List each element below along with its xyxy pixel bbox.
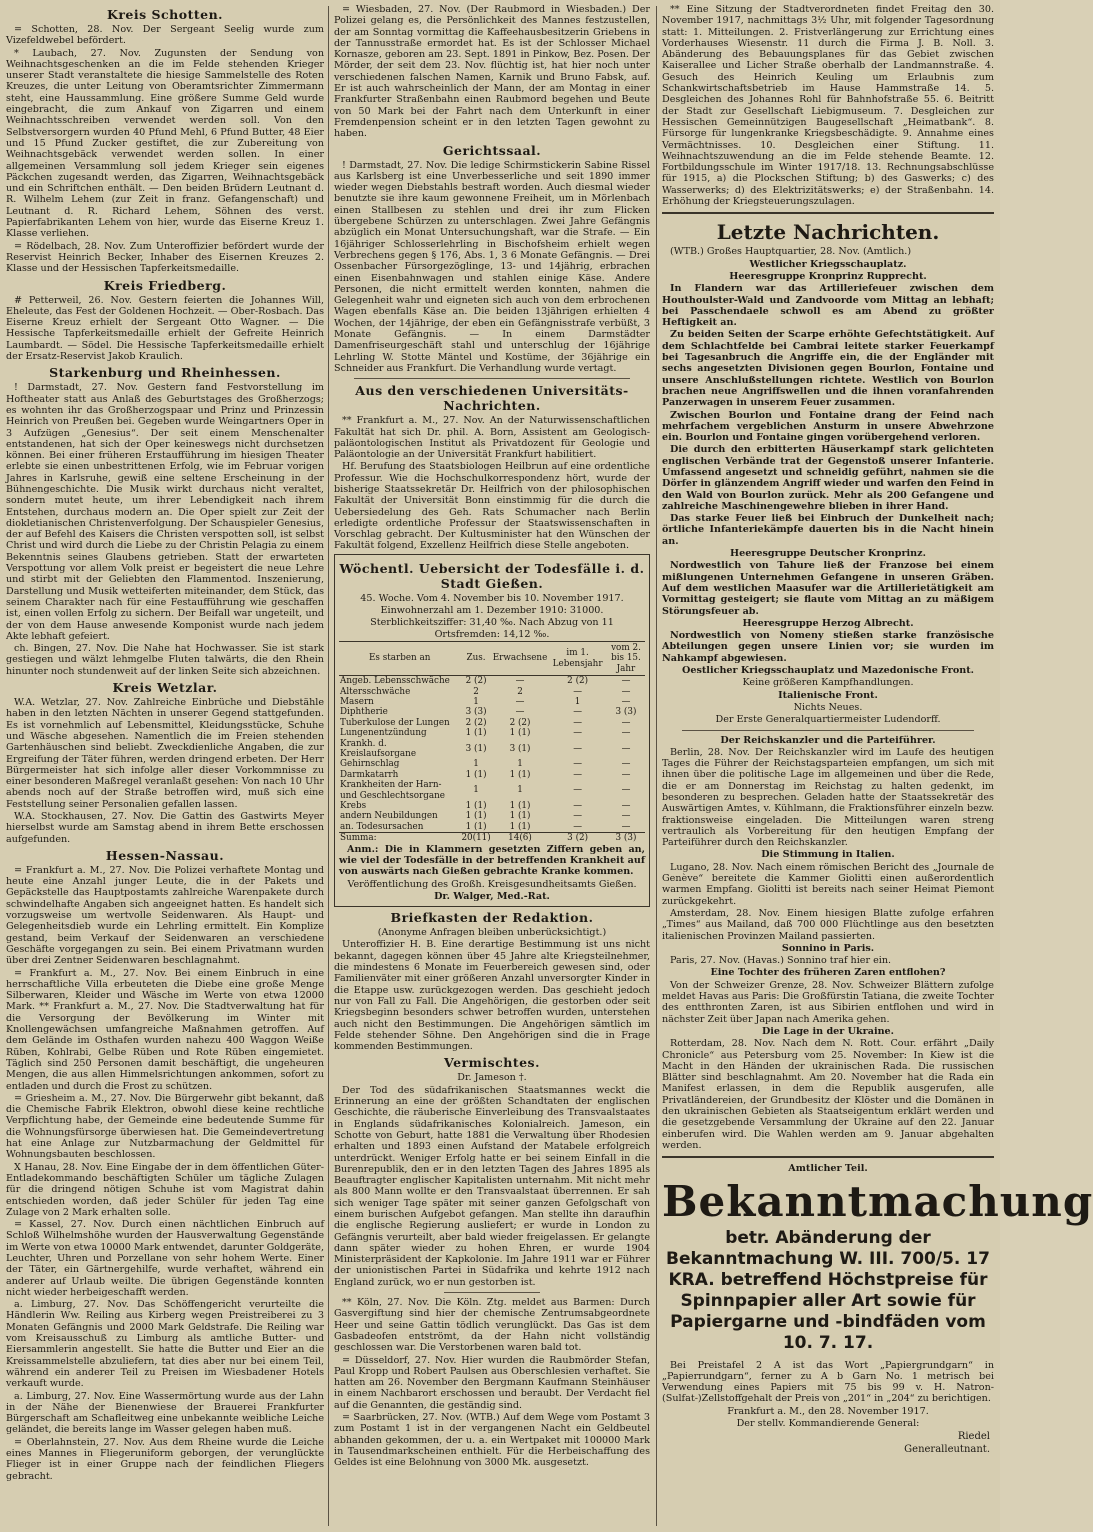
table-cell: —	[573, 769, 582, 780]
table-row	[339, 801, 645, 811]
mortality-table	[339, 641, 645, 844]
table-cell: 1 (1)	[509, 811, 531, 822]
table-row	[339, 780, 645, 801]
table-cell: andern Neubildungen	[340, 811, 438, 822]
table-row	[339, 728, 645, 738]
table-cell: —	[573, 759, 582, 770]
article-paragraph: ** Eine Sitzung der Stadtverordneten findet Freitag den 30. November 1917, nachmittags 3½ Uhr, mit folgender Tagesordnung statt: 1. Mitteilungen. 2. Fristverlängerung zur Errichtung eines Vorderhauses Wiesenstr. 11 durch die Firma J. B. Noll. 3. Abänderung des Bebauungsplanes für das Gebiet zwischen Kaiserallee und Licher Straße oberhalb der Landmannstraße. 4. Gesuch des Heinrich Keuling um Erlaubnis zum Schankwirtschaftsbetrieb im Hause Hammstraße 14. 5. Desgleichen des Johannes Rohl für Bahnhofstraße 55. 6. Beitritt der Stadt zur Gesellschaft Liebigmuseum. 7. Desgleichen zur Hessischen Gemeinnützigen Baugesellschaft „Heimatbank“. 8. Fürsorge für lungenkranke Kriegsbeschädigte. 9. Annahme eines Vermächtnisses. 10. Desgleichen einer Stiftung. 11. Weihnachtszuwendung an die im Felde stehende Beamte. 12. Fortbildungsschule im Winter 1917/18. 13. Rechnungsabschlüsse für 1915, a) die Plockschen Stiftung; b) des Gaswerks; c) des Wasserwerks; d) des Elektrizitätswerks; e) der Straßenbahn. 14. Erhöhung der Kriegsteuerungszulagen.	[662, 4, 994, 208]
article-paragraph: = Frankfurt a. M., 27. Nov. Die Polizei verhaftete Montag und heute eine Anzahl junger Leute, die in der Pakets und Gepäckstelle das Hauptpostamts zahlreiche Warenpakete durch schwindelhafte Angaben sich angeeignet hatten. Es handelt sich vorzugsweise um wertvolle Seidenwaren. Als Haupt- und Gelegenheitsdieb wurde ein Lehrling ermittelt. Ein Komplize gestand, beim Verkauf der Seidenwaren an verschiedene Geschäfte vorgegangen zu sein. Bei einem Privatmann wurden über drei Zentner Seidenwaren beschlagnahmt.	[6, 864, 324, 967]
article-paragraph: Bei Preistafel 2 A ist das Wort „Papiergrundgarn“ in „Papierrundgarn“, ferner zu A b Garn No. 1 metrisch bei Verwendung eines Papiers mit 75 bis 99 v. H. Natron-(Sulfat-)Zellstoffgehalt der Preis von „201“ in „204“ zu berichtigen.	[662, 1359, 994, 1405]
table-cell: 1 (1)	[509, 728, 531, 739]
table-cell: 1	[473, 759, 479, 770]
column-rule	[656, 6, 657, 1526]
subheading: Italienische Front.	[778, 689, 878, 701]
table-cell: —	[573, 717, 582, 728]
bulletin-paragraph: Nordwestlich von Nomeny stießen starke französische Abteilungen gegen unsere Linien vor; sie wurden im Nahkampf abgewiesen.	[662, 630, 994, 664]
table-cell: —	[621, 821, 631, 832]
bulletin-paragraph: Zwischen Bourlon und Fontaine drang der Feind nach mehrfachem vergeblichen Ansturm in unsere Abwehrzone ein. Bourlon und Fontaine gingen vorübergehend verloren.	[662, 409, 994, 444]
section-heading: Briefkasten der Redaktion.	[390, 910, 594, 926]
table-cell: 1 (1)	[465, 801, 487, 812]
signature: Riedel	[957, 1431, 990, 1443]
section-heading: Vermischtes.	[444, 1055, 540, 1071]
section-heading: Starkenburg und Rheinhessen.	[49, 365, 281, 381]
section-heading: Kreis Friedberg.	[103, 277, 227, 293]
column-rule	[328, 6, 329, 1526]
article-paragraph: Der Tod des südafrikanischen Staatsmannes weckt die Erinnerung an eine der größten Schandtaten der englischen Geschichte, die räuberische Einverleibung des Transvaalstaates in Englands südafrikanisches Kolonialreich. Jameson, ein Schotte von Geburt, hatte 1881 die Verwaltung über Rhodesien erhalten und 1893 einen Aufstand der Matabele erfolgreich unterdrückt. Weniger Erfolg hatte er bei seinem Einfall in die Burenrepublik, den er in den letzten Tagen des Jahres 1895 als Beauftragter englischer Kapitalisten unternahm. Mit nicht mehr als 800 Mann wollte er den Transvaalstaat überrennen. Er sah sich weniger Tage später mit seiner ganzen Gefolgschaft von einem burischen Aufgebot gefangen. Man stellte ihn daraufhin die englische Regierung ausliefert; er wurde in London zu Gefängnis verurteilt, aber bald wieder freigelassen. Er gelangte dann später wieder zu hohen Ehren, er wurde 1904 Ministerpräsident der Kapkolonie. Im Jahre 1911 war er Führer der unionistischen Partei in Südafrika und kehrte 1912 nach England zurück, wo er nun gestorben ist.	[334, 1084, 650, 1288]
notice-subtitle: betr. Abänderung der Bekanntmachung W. III. 700/5. 17 KRA. betreffend Höchstpreise für Spinnpapier aller Art sowie für Papiergarne und -bindfäden vom 10. 7. 17.	[666, 1227, 990, 1353]
article-paragraph: * Laubach, 27. Nov. Zugunsten der Sendung von Weihnachtsgeschenken an die im Felde stehenden Krieger unserer Stadt veranstaltete die hiesige Sammelstelle des Roten Kreuzes, die unter Leitung von Oberamtsrichter Zimmermann steht, eine Haussammlung. Eine größere Summe Geld wurde eingebracht, die zum Ankauf von Zigarren und einem Weihnachtsschreiben verwendet werden soll. Von den Selbstversorgern wurden 40 Pfund Mehl, 6 Pfund Butter, 48 Eier und 15 Pfund Zucker gestiftet, die zur Zubereitung von Weihnachtsgebäck verwendet werden sollen. In einer allgemeinen Versammlung soll jedem Krieger sein eigenes Päckchen zugesandt werden, das Zigarren, Weihnachtsgebäck und ein Schriftchen enthält. — Den beiden Brüdern Leutnant d. R. Wilhelm Lehem (zur Zeit in franz. Gefangenschaft) und Leutnant d. R. Richard Lehem, Söhnen des verst. Papierfabrikanten Lehem von hier, wurde das Eiserne Kreuz 1. Klasse verliehen.	[6, 47, 324, 240]
table-cell: Tuberkulose der Lungen	[340, 717, 450, 728]
centered-line: Frankfurt a. M., den 28. November 1917.	[727, 1405, 929, 1417]
article-paragraph: Von der Schweizer Grenze, 28. Nov. Schweizer Blättern zufolge meldet Havas aus Paris: Die Großfürstin Tatiana, die zweite Tochter des entthronten Zaren, ist aus Sibirien entflohen und wird in nächster Zeit über Japan nach Amerika gehen.	[662, 979, 994, 1025]
subheading: Eine Tochter des früheren Zaren entflohen?	[710, 967, 946, 979]
table-cell: 1	[473, 696, 479, 707]
subheading: Der Reichskanzler und die Parteiführer.	[720, 734, 936, 746]
article-paragraph: ch. Bingen, 27. Nov. Die Nahe hat Hochwasser. Sie ist stark gestiegen und wälzt lehmgelbe Fluten talwärts, die den Rhein hinunter noch stundenweit auf der linken Seite sich abzeichnen.	[6, 643, 324, 677]
mortality-table-box	[334, 554, 650, 907]
bulletin-paragraph: Zu beiden Seiten der Scarpe erhöhte Gefechtstätigkeit. Auf dem Schlachtfelde bei Cambrai leitete starker Feuerkampf bei Tagesanbruch die Angriffe ein, die der Engländer mit sechs angesetzten Divisionen gegen Bourlon, Fontaine und unsere Anschlußstellungen richtete. Westlich von Bourlon brachen neue Angriffswellen und die ihnen voranfahrenden Panzerwagen in unserem Feuer zusammen.	[662, 329, 994, 409]
table-cell: Krebs	[340, 801, 367, 812]
article-paragraph: Rotterdam, 28. Nov. Nach dem N. Rott. Cour. erfährt „Daily Chronicle“ aus Petersburg vom 25. November: In Kiew ist die Macht in den Händen der ukrainischen Rada. Die russischen Blätter sind beschlagnahmt. Am 20. November hat die Rada ein Manifest erlassen, in dem die Republik ausgerufen, alle Privatländereien, der Grundbesitz der Klöster und die Domänen in den ukrainischen Gebieten als Staatseigentum erklärt werden und die gesetzgebende Versammlung der Ukraine auf den 22. Januar einberufen wird. Die Wahlen werden am 9. Januar abgehalten werden.	[662, 1038, 994, 1151]
section-heading: Kreis Wetzlar.	[112, 680, 218, 696]
table-row	[339, 739, 645, 760]
table-cell: —	[621, 728, 631, 739]
article-paragraph: ** Köln, 27. Nov. Die Köln. Ztg. meldet aus Barmen: Durch Gasvergiftung sind hier der chemische Zentrumsabgeordnete Heer und seine Gattin tödlich verunglückt. Das Gas ist dem Gasbadeofen entströmt, da der Hahn nicht vollständig geschlossen war. Die Verstorbenen waren bald tot.	[334, 1297, 650, 1354]
article-paragraph: # Petterweil, 26. Nov. Gestern feierten die Johannes Will, Eheleute, das Fest der Goldenen Hochzeit. — Ober-Rosbach. Das Eiserne Kreuz erhielt der Sergeant Otto Wagner. — Die Hessische Tapferkeitsmedaille erhielt der Gefreite Heinrich Laumbardt. — Södel. Die Hessische Tapferkeitsmedaille erhielt der Ersatz-Reservist Jakob Kraulich.	[6, 294, 324, 363]
subheading: Die Stimmung in Italien.	[761, 849, 895, 861]
article-paragraph: = Saarbrücken, 27. Nov. (WTB.) Auf dem Wege vom Postamt 3 zum Postamt 1 ist in der vergangenen Nacht ein Geldbeutel abhanden gekommen, der u. a. ein Wertpaket mit 100000 Mark in Tausendmarkscheinen enthielt. Für die Herbeischaffung des Geldes ist eine Belohnung von 3000 Mk. ausgesetzt.	[334, 1412, 650, 1469]
table-header: Erwachsene	[492, 641, 549, 675]
section-heading: Hessen-Nassau.	[105, 847, 225, 863]
article-paragraph: = Schotten, 28. Nov. Der Sergeant Seelig wurde zum Vizefeldwebel befördert.	[6, 24, 324, 47]
table-cell: 1 (1)	[465, 811, 487, 822]
table-cell: —	[621, 743, 631, 754]
article-paragraph: X Hanau, 28. Nov. Eine Eingabe der in dem öffentlichen Güter-Entladekommando beschäftigten Schüler um tägliche Zulagen für die dringend nötigen Schuhe ist vom Magistrat dahin entschieden worden, daß jeder Schüler für jeden Tag eine Zulage von 2 Mark erhalten solle.	[6, 1161, 324, 1218]
table-row	[339, 718, 645, 728]
article-paragraph: = Düsseldorf, 27. Nov. Hier wurden die Raubmörder Stefan, Paul Kropp und Robert Paulsen aus Oberschlesien verhaftet. Sie hatten am 26. November den Bergmann Kaufmann Steinhäuser in einem Nachbarort erschossen und beraubt. Der Verdacht fiel auf die Genannten, die geständig sind.	[334, 1354, 650, 1411]
table-cell: —	[573, 707, 582, 718]
subheading: Heeresgruppe Herzog Albrecht.	[742, 617, 914, 629]
subheading: Heeresgruppe Deutscher Kronprinz.	[730, 548, 926, 560]
article-paragraph: = Kassel, 27. Nov. Durch einen nächtlichen Einbruch auf Schloß Wilhelmshöhe wurden der Hausverwaltung Gegenstände im Werte von etwa 10000 Mark entwendet, darunter Goldgeräte, Leuchter, Uhren und Porzellane von sehr hohem Werte. Einer der Täter, ein Gärtnergehilfe, wurde verhaftet, während ein anderer auf Urlaub weilte. Die übrigen Gegenstände konnten nicht wieder herbeigeschafft werden.	[6, 1219, 324, 1298]
article-paragraph: Hf. Berufung des Staatsbiologen Heilbrun auf eine ordentliche Professur. Wie die Hochschulkorrespondenz hört, wurde der bisherige Staatssekretär Dr. Heilfrich von der philosophischen Fakultät der Universität Bonn einstimmig für die durch die Uebersiedelung des Geh. Rats Schumacher nach Berlin erledigte ordentliche Professur der Staatswissenschaften in Vorschlag gebracht. Der Kultusminister hat den Wünschen der Fakultät folgend, Exzellenz Heilfrich diese Stelle angeboten.	[334, 461, 650, 552]
table-cell: 1 (1)	[465, 728, 487, 739]
table-cell: —	[621, 717, 631, 728]
table-subtitle: 45. Woche. Vom 4. November bis 10. November 1917.	[360, 592, 624, 604]
separator	[444, 1292, 540, 1293]
table-cell: —	[515, 707, 525, 718]
article-paragraph: Unteroffizier H. B. Eine derartige Bestimmung ist uns nicht bekannt, dagegen können über 45 Jahre alte Kriegsteilnehmer, die mindestens 6 Monate im Feuerbereich gewesen sind, oder Familienväter mit einer größeren Anzahl unversorgter Kinder in die Etappe usw. zurückgezogen werden. Das geschieht jedoch nur von Fall zu Fall. Die Angehörigen, die gestorben oder seit Kriegsbeginn besonders schwer betroffen wurden, unterstehen auch nicht den Bestimmungen. Die Angehörigen sämtlich im Felde stehender Söhne. Den Angehörigen sind die in Frage kommenden Bestimmungen.	[334, 939, 650, 1053]
table-cell: —	[621, 785, 631, 796]
table-cell: 1 (1)	[509, 769, 531, 780]
table-cell: —	[573, 801, 582, 812]
table-cell: 3 (3)	[607, 833, 645, 844]
table-cell: —	[573, 743, 582, 754]
article-paragraph: a. Limburg, 27. Nov. Das Schöffengericht verurteilte die Händlerin Ww. Reiling aus Kirberg wegen Preistreiberei zu 3 Monaten Gefängnis und 2000 Mark Geldstrafe. Die Reiling war vom Kreisausschuß zu Limburg als amtliche Butter- und Eiersammlerin angestellt. Sie hatte die Butter und Eier an die Kreissammelstelle abzuliefern, tat dies aber nur bei einem Teil, während ein anderer Teil zu Preisen im Wiesbadener Hotels verkauft wurde.	[6, 1299, 324, 1390]
table-cell: 1 (1)	[509, 801, 531, 812]
article-paragraph: = Frankfurt a. M., 27. Nov. Bei einem Einbruch in eine herrschaftliche Villa erbeuteten die Diebe eine große Menge Silberwaren, Kleider und Wäsche im Werte von etwa 12000 Mark. ** Frankfurt a. M., 27. Nov. Die Stadtverwaltung hat für die Versorgung der Bevölkerung im Winter mit Knollengewächsen umfangreiche Maßnahmen getroffen. Auf dem Gelände im Osthafen wurden nahezu 400 Waggon Weiße Rüben, Kohlrabi, Gelbe Rüben und Rote Rüben eingemietet. Täglich sind 250 Personen damit beschäftigt, die ungeheuren Mengen, die aus allen Himmelsrichtungen ankommen, sofort zu entladen und durch die Frost zu schützen.	[6, 967, 324, 1092]
table-cell: 1	[473, 785, 479, 796]
table-signature: Dr. Walger, Med.-Rat.	[434, 890, 550, 902]
table-cell: —	[621, 686, 631, 697]
table-header: im 1. Lebensjahr	[548, 641, 607, 675]
table-header: Zus.	[460, 641, 491, 675]
centered-line: Nichts Neues.	[793, 701, 863, 713]
table-cell: Darmkatarrh	[340, 769, 399, 780]
bulletin-paragraph: In Flandern war das Artilleriefeuer zwischen dem Houthoulster-Wald und Zandvoorde vom Mittag an lebhaft; bei Passchendaele schwoll es am Abend zu größter Heftigkeit an.	[662, 283, 994, 329]
table-row	[339, 697, 645, 707]
article-paragraph: Lugano, 28. Nov. Nach einem römischen Bericht des „Journale de Genève“ bereitete die Kammer Giolitti einen außerordentlich warmen Empfang. Giolitti ist bereits nach seiner Heimat Piemont zurückgekehrt.	[662, 861, 994, 907]
table-title: Wöchentl. Uebersicht der Todesfälle i. d. Stadt Gießen.	[339, 560, 645, 591]
centered-line: Dr. Jameson †.	[457, 1072, 527, 1084]
headline: Letzte Nachrichten.	[716, 220, 940, 245]
table-cell: 14(6)	[492, 833, 549, 844]
article-paragraph: ! Darmstadt, 27. Nov. Die ledige Schirmstickerin Sabine Rissel aus Karlsberg ist eine Unverbesserliche und seit 1890 immer wieder wegen Diebstahls bestraft worden. Auch diesmal wieder benutzte sie ihre kaum gewonnene Freiheit, um in Mörlenbach einen Stallbesen zu stehlen und drei ihr zum Flicken übergebene Schürzen zu unterschlagen. Zwei Jahre Gefängnis abzüglich ein Monat Untersuchungshaft, war die Strafe. — Ein 16jähriger Schlosserlehrling in Bischofsheim erhielt wegen Verbrechens gegen § 176, Abs. 1, 3 6 Monate Gefängnis. — Drei Ossenbacher Fürsorgezöglinge, 13- und 14jährig, erbrachen einen Eisenbahnwagen und stahlen einige Käse. Andere Personen, die nicht ermittelt werden konnten, nahmen die Gelegenheit wahr und eigneten sich auch von dem erbrochenen Wagen ebenfalls Käse an. Die beiden 13jährigen erhielten 4 Wochen, der 14jährige, der eben ein Gefängnisstrafe verbüßt, 3 Monate Gefängnis. — In einem Darmstädter Damenfriseurgeschäft stahl und unterschlug der 16jährige Lehrling W. Stotte Mäntel und Kostüme, der 36jährige ein Schneider aus Frankfurt. Die Verhandlung wurde vertagt.	[334, 159, 650, 374]
table-cell: 3 (1)	[465, 743, 487, 754]
table-row	[339, 822, 645, 833]
table-row	[339, 811, 645, 821]
table-source: Veröffentlichung des Großh. Kreisgesundheitsamts Gießen.	[347, 878, 637, 890]
section-heading: Aus den verschiedenen Universitäts-Nachrichten.	[355, 383, 629, 414]
table-cell: —	[621, 759, 631, 770]
table-row	[339, 687, 645, 697]
article-paragraph: ** Frankfurt a. M., 27. Nov. An der Naturwissenschaftlichen Fakultät hat sich Dr. phil. A. Born, Assistent am Geologisch-paläontologischen Institut als Privatdozent für Geologie und Paläontologie an der Universität Frankfurt habilitiert.	[334, 415, 650, 461]
table-cell: 3 (3)	[465, 707, 487, 718]
table-cell: Diphtherie	[340, 707, 388, 718]
table-cell: —	[573, 728, 582, 739]
separator	[662, 212, 994, 214]
table-cell: 3 (3)	[615, 707, 637, 718]
section-heading: Gerichtssaal.	[442, 142, 542, 158]
column-left	[6, 4, 324, 1528]
table-cell: 3 (1)	[509, 743, 531, 754]
table-cell: Lungenentzündung	[340, 728, 427, 739]
table-cell: 1	[517, 785, 523, 796]
article-paragraph: Paris, 27. Nov. (Havas.) Sonnino traf hier ein.	[670, 955, 892, 967]
table-cell: 2	[517, 686, 523, 697]
separator	[662, 1156, 994, 1158]
signature: Generalleutnant.	[904, 1444, 990, 1456]
article-paragraph: = Rödelbach, 28. Nov. Zum Unteroffizier befördert wurde der Reservist Heinrich Becker, Inhaber des Eisernen Kreuzes 2. Klasse und der Hessischen Tapferkeitsmedaille.	[6, 240, 324, 275]
notice-title: Bekanntmachung	[662, 1176, 1093, 1226]
table-cell: Summa:	[339, 833, 460, 844]
table-cell: —	[573, 811, 582, 822]
section-heading: Kreis Schotten.	[106, 7, 224, 22]
table-cell: Krankheiten der Harn- und Geschlechtsorgane	[340, 780, 446, 801]
table-cell: 2 (2)	[465, 717, 487, 728]
table-cell: 1	[517, 759, 523, 770]
table-cell: an. Todesursachen	[340, 821, 424, 832]
centered-line: (Anonyme Anfragen bleiben unberücksichtigt.)	[377, 927, 607, 939]
table-cell: 1 (1)	[509, 821, 531, 832]
table-subtitle: Sterblichkeitsziffer: 31,40 ‰. Nach Abzug von 11 Ortsfremden: 14,12 ‰.	[370, 617, 614, 640]
table-header: vom 2. bis 15. Jahr	[607, 641, 645, 675]
subheading: Amtlicher Teil.	[788, 1163, 868, 1175]
table-cell: 20(11)	[461, 833, 491, 844]
article-paragraph: Berlin, 28. Nov. Der Reichskanzler wird im Laufe des heutigen Tages die Führer der Reichstagsparteien empfangen, um sich mit ihnen über die politische Lage im allgemeinen und über die Rede, die er am Donnerstag im Reichstag zu halten gedenkt, im besonderen zu besprechen. Geladen hatte der Staatssekretär des Auswärtigen Amtes, v. Kühlmann, die Fraktionsführer einzeln bezw. fraktionsweise eingeladen. Die Mitteilungen waren streng vertraulich als Vorbereitung für den heutigen Empfang der Parteiführer durch den Reichskanzler.	[662, 746, 994, 849]
table-cell: 1 (1)	[465, 769, 487, 780]
article-paragraph: = Wiesbaden, 27. Nov. (Der Raubmord in Wiesbaden.) Der Polizei gelang es, die Persönlichkeit des Mannes festzustellen, der am Sonntag vormittag die Kaffeehausbesitzerin Griebens in der Tannusstraße ermordet hat. Es ist der Schlosser Michael Kornasze, geboren am 23. Sept. 1891 in Pinkow, Bez. Posen. Der Mörder, der seit dem 23. Nov. flüchtig ist, hat hier noch unter verschiedenen falschen Namen, Karnik und Bruno Fabsk, auf. Er ist auch wahrscheinlich der Mann, der am Montag in einer Frankfurter Straßenbahn einen Raubmord begehen und Beute von 50 Mark bei der Fahrt nach dem Unterkunft in einer Fremdenpension scheint er in den letzten Tagen gewohnt zu haben.	[334, 4, 650, 140]
table-cell: —	[515, 676, 525, 687]
table-cell: 1 (1)	[465, 821, 487, 832]
table-cell: Angeb. Lebensschwäche	[340, 676, 450, 687]
article-paragraph: W.A. Wetzlar, 27. Nov. Zahlreiche Einbrüche und Diebstähle haben in den letzten Nächten in unserer Gegend stattgefunden. Es ist vornehmlich auf Lebensmittel, Kleidungsstücke, Schuhe und Wäsche abgesehen. Namentlich die im Freien stehenden Gartenhäuschen sind beliebt. Zweckdienliche Angaben, die zur Ergreifung der Täter führen, werden dringend erbeten. Der Herr Bürgermeister hat sich infolge aller dieser Vorkommnisse zu einer besonderen Maßregel veranlaßt gesehen: Von nach 10 Uhr abends noch auf der Straße betroffen wird, muß sich eine Feststellung seiner Personalien gefallen lassen.	[6, 697, 324, 810]
centered-line: Der Erste Generalquartiermeister Ludendorff.	[715, 714, 941, 726]
bulletin-paragraph: Nordwestlich von Tahure ließ der Franzose bei einem mißlungenen Unternehmen Gefangene in unseren Gräben. Auf dem westlichen Maasufer war die Artillerietätigkeit am Vormittag gesteigert; sie flaute vom Mittag an zu mäßigem Störungsfeuer ab.	[662, 560, 994, 617]
table-cell: Masern	[340, 696, 374, 707]
column-middle	[334, 4, 650, 1528]
table-cell: 2	[473, 686, 479, 697]
centered-line: Keine größeren Kampfhandlungen.	[742, 677, 914, 689]
table-row	[339, 770, 645, 780]
table-cell: —	[621, 769, 631, 780]
table-row	[339, 676, 645, 687]
article-paragraph: = Oberlahnstein, 27. Nov. Aus dem Rheine wurde die Leiche eines Mannes in Fliegeruniform geborgen, der verunglückte Flieger ist in einer Gruppe nach der feindlichen Fliegers gebracht.	[6, 1436, 324, 1482]
table-note: Anm.: Die in Klammern gesetzten Ziffern geben an, wie viel der Todesfälle in der betreffenden Krankheit auf von auswärts nach Gießen gebrachte Kranke kommen.	[339, 843, 645, 878]
table-row	[339, 759, 645, 769]
subheading: Heeresgruppe Kronprinz Rupprecht.	[729, 270, 927, 282]
centered-line: Der stellv. Kommandierende General:	[736, 1417, 920, 1429]
table-cell: —	[621, 676, 631, 687]
table-cell: 2 (2)	[567, 676, 589, 687]
table-cell: —	[573, 785, 582, 796]
separator	[682, 730, 974, 731]
table-cell: 2 (2)	[509, 717, 531, 728]
table-cell: Gehirnschlag	[340, 759, 400, 770]
table-cell: —	[621, 696, 631, 707]
subheading: Westlicher Kriegsschauplatz.	[749, 258, 907, 270]
table-cell: 3 (2)	[548, 833, 607, 844]
subheading: Oestlicher Kriegsschauplatz und Mazedonische Front.	[682, 665, 974, 677]
table-header: Es starben an	[339, 641, 460, 675]
table-cell: —	[515, 696, 525, 707]
article-paragraph: Amsterdam, 28. Nov. Einem hiesigen Blatte zufolge erfahren „Times“ aus Mailand, daß 700 000 Flüchtlinge aus den besetzten italienischen Provinzen Mailand passierten.	[662, 907, 994, 942]
subheading: Sonnino in Paris.	[781, 942, 875, 954]
article-paragraph: a. Limburg, 27. Nov. Eine Wassermörtung wurde aus der Lahn in der Nähe der Bienenwiese der Brauerei Frankfurter Bürgerschaft am Schafleitweg eine unbekannte weibliche Leiche geländet, die bereits lange im Wasser gelegen haben muß.	[6, 1390, 324, 1436]
bulletin-paragraph: Die durch den erbitterten Häuserkampf stark gelichteten englischen Verbände trat der Gegenstoß unserer Infanterie. Umfassend angesetzt und schneidig geführt, nahmen sie die Dörfer in glänzendem Angriff wieder und warfen den Feind in den Wald von Bourlon zurück. Mehr als 200 Gefangene und zahlreiche Maschinengewehre blieben in ihrer Hand.	[662, 444, 994, 512]
table-cell: 1	[574, 696, 581, 707]
table-sum-row	[339, 833, 645, 844]
article-paragraph: (WTB.) Großes Hauptquartier, 28. Nov. (Amtlich.)	[670, 246, 912, 258]
table-cell: —	[621, 811, 631, 822]
bulletin-paragraph: Das starke Feuer ließ bei Einbruch der Dunkelheit nach; örtliche Infanteriekämpfe dauerten bis in die Nacht hinein an.	[662, 513, 994, 547]
article-paragraph: ! Darmstadt, 27. Nov. Gestern fand Festvorstellung im Hoftheater statt aus Anlaß des Geburtstages des Großherzogs; es wohnten ihr das Großherzogspaar und Prinz und Prinzessin Heinrich von Preußen bei. Gegeben wurde Weingartners Oper in 3 Aufzügen „Genesius“. Der seit einem Menschenalter entstandenen, hat sich der Oper keineswegs nicht durchsetzen können. Bei einer früheren Erstaufführung im hiesigen Theater erlebte sie einen unbestrittenen Erfolg, wie im Februar vorigen Jahres in Karlsruhe, gewiß eine seltene Erscheinung in der Bühnengeschichte. Die Musik wirkt durchaus nicht veraltet, sondern mutet heute, um ihrer Lebendigkeit nach ihrem Entstehen, durchaus modern an. Die Oper spielt zur Zeit der diokletianischen Christenverfolgung. Der Schauspieler Genesius, der auf Befehl des Kaisers die Christen verspotten soll, ist selbst Christ und wird durch die Liebe zu der Christin Pelagia zu einem Bekenntnis seines Glaubens getrieben. Statt der erwarteten Verspottung vor allem Volk preist er begeistert die neue Lehre und stirbt mit der Geliebten den Flammentod. Inszenierung, Darstellung und Musik wetteiferten miteinander, dem Stück, das seinem Charakter nach für eine Festaufführung wie geschaffen ist, einen vollen Erfolg zu sichern. Der Beifall war ungeteilt, und der von dem Hause anwesende Komponist wurde nach jedem Akte lebhaft gefeiert.	[6, 382, 325, 642]
column-right	[662, 4, 1093, 1528]
table-subtitle: Einwohnerzahl am 1. Dezember 1910: 31000.	[380, 605, 604, 617]
table-cell: —	[621, 801, 631, 812]
table-cell: Altersschwäche	[340, 686, 411, 697]
subheading: Die Lage in der Ukraine.	[761, 1025, 895, 1037]
table-cell: —	[573, 686, 582, 697]
separator	[354, 378, 630, 379]
article-paragraph: = Griesheim a. M., 27. Nov. Die Bürgerwehr gibt bekannt, daß die Chemische Fabrik Elektron, obwohl diese keine rechtliche Verpflichtung habe, der Gemeinde eine bedeutende Summe für die Wohnungsfürsorge überwiesen hat. Die Gemeindevertretung hat eine Anlage zur Nutzbarmachung der Geldmittel für Wohnungsbauten beschlossen.	[6, 1092, 324, 1161]
table-cell: Krankh. d. Kreislaufsorgane	[340, 738, 417, 760]
table-cell: —	[573, 821, 582, 832]
article-paragraph: W.A. Stockhausen, 27. Nov. Die Gattin des Gastwirts Meyer hierselbst wurde am Samstag abend in ihrem Bette erschossen aufgefunden.	[6, 811, 324, 845]
table-row	[339, 707, 645, 717]
table-cell: 2 (2)	[465, 676, 487, 687]
